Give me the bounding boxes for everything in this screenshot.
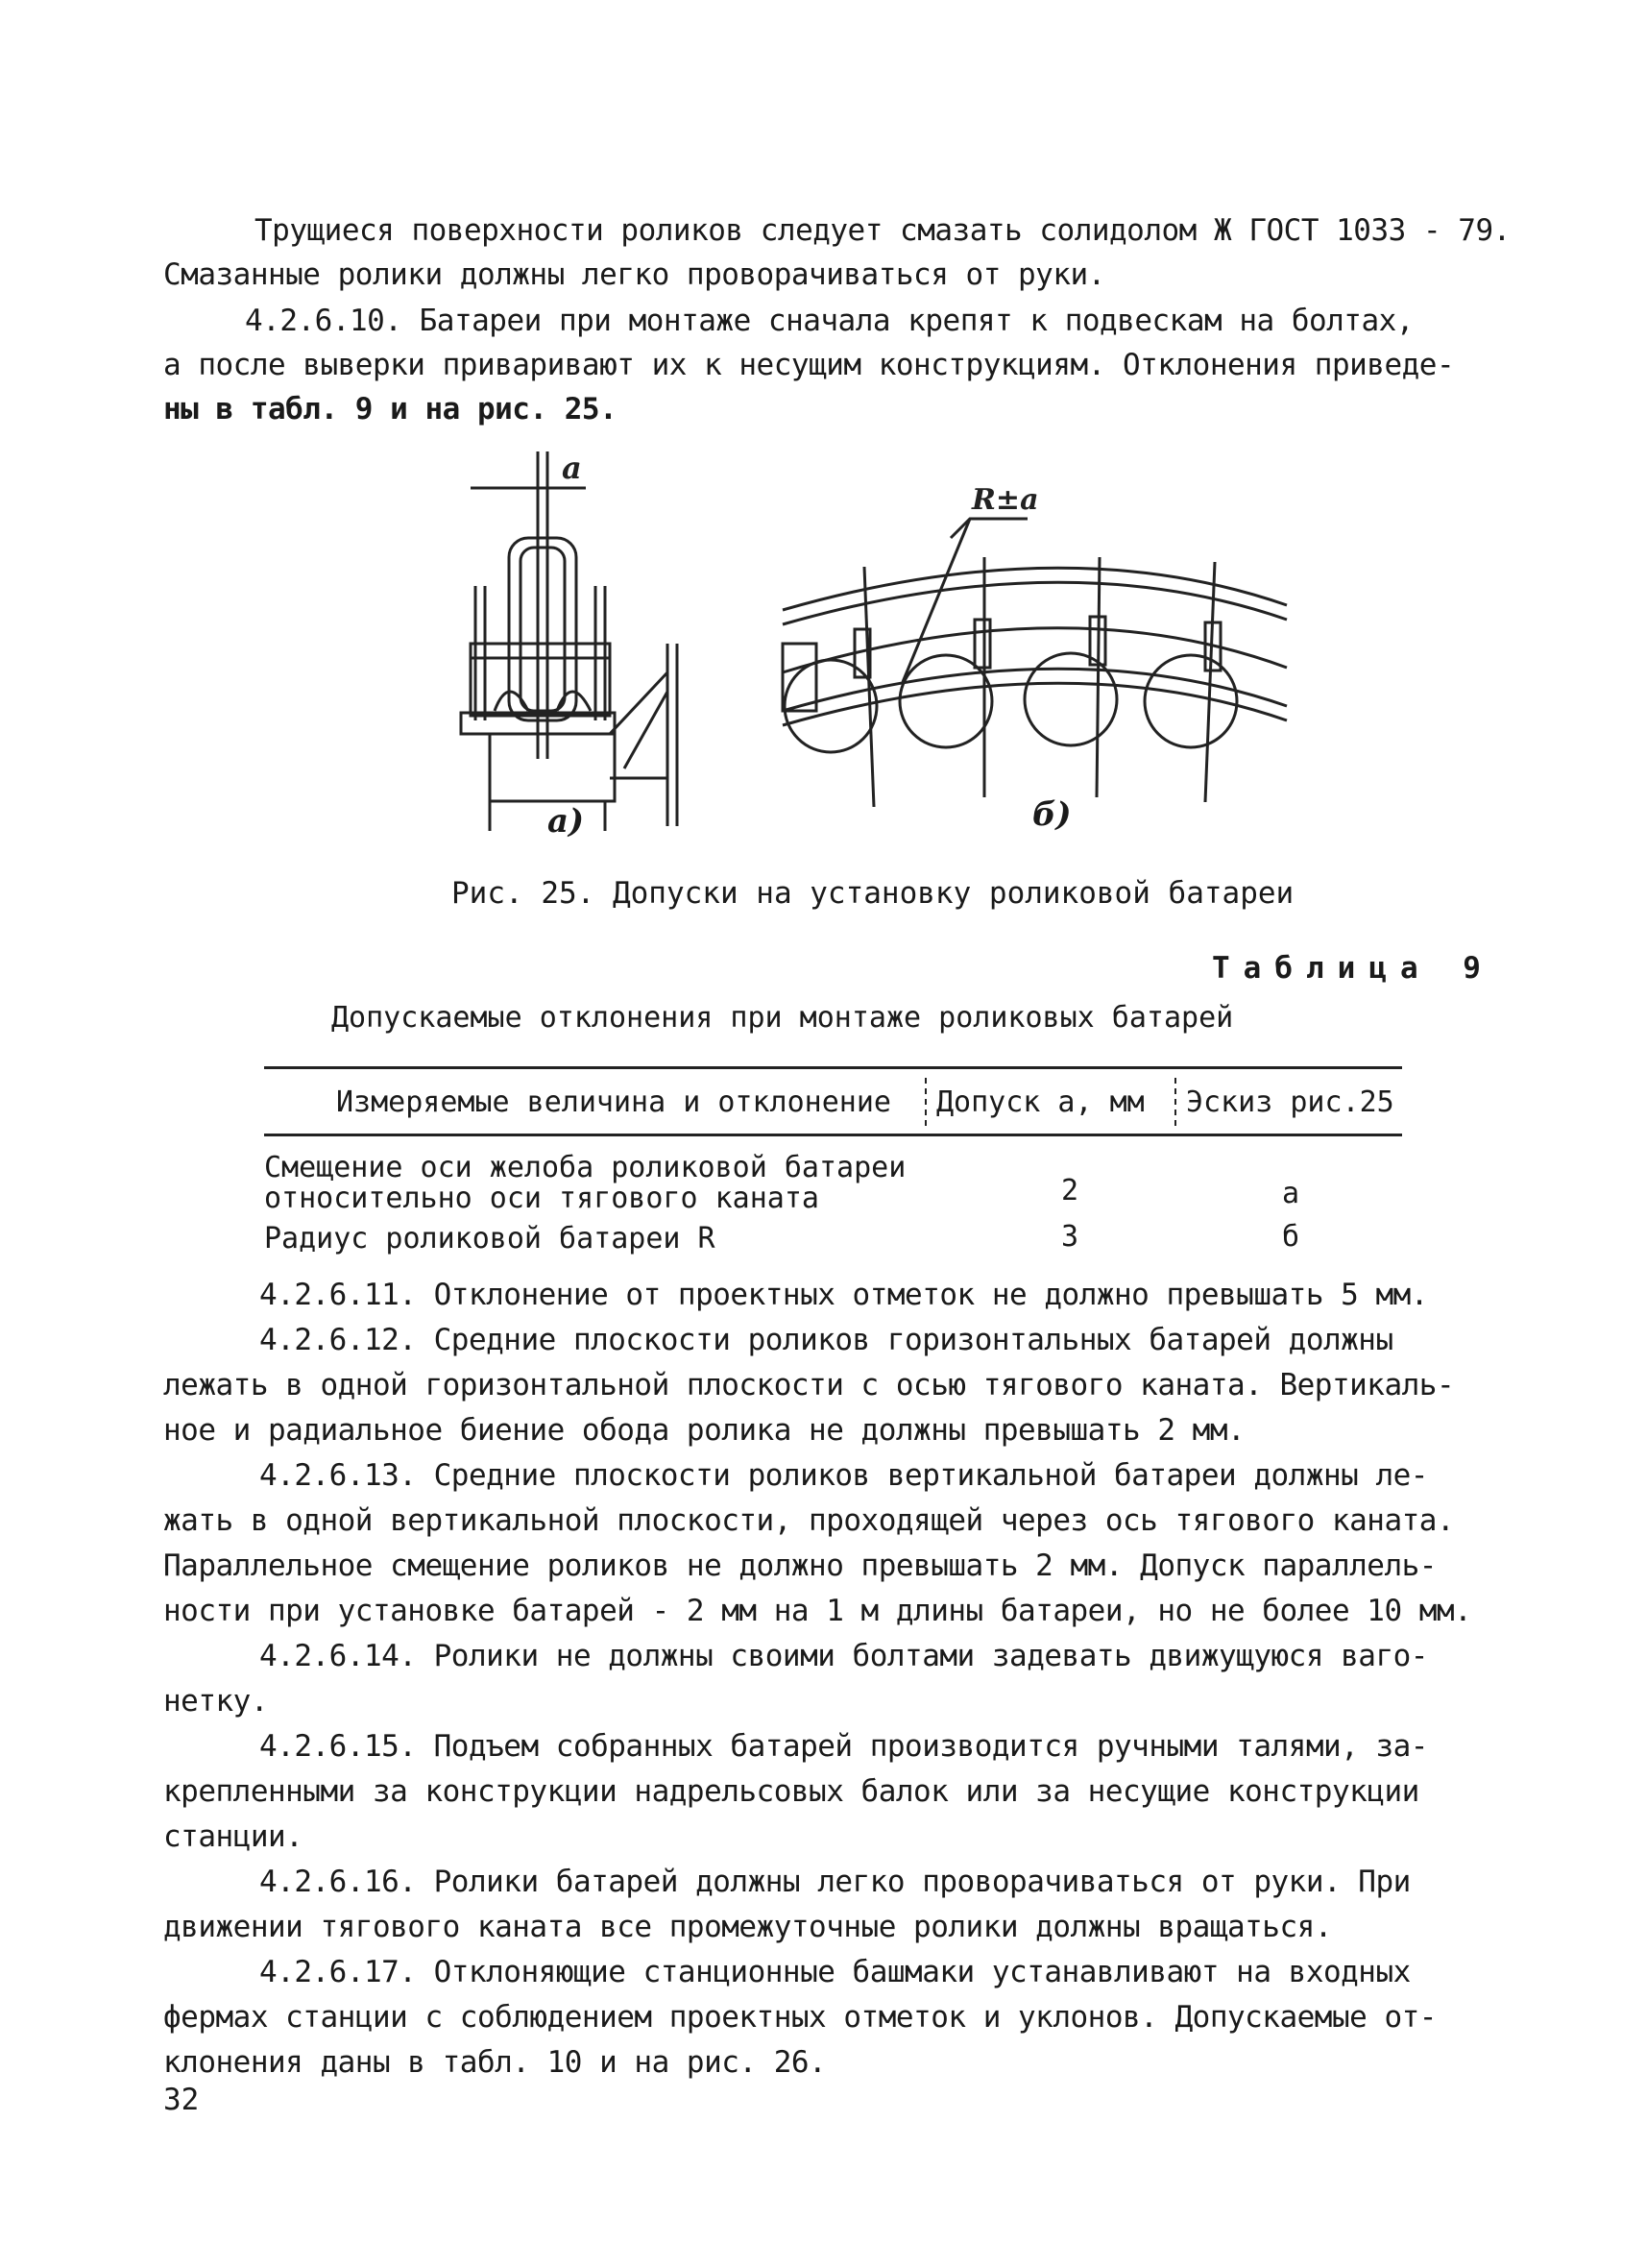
row-sketch: б [1282, 1220, 1300, 1254]
paragraph-line: 4.2.6.12. Средние плоскости роликов горизонтальных батарей должны [259, 1323, 1393, 1357]
paragraph-line: нетку. [163, 1684, 268, 1719]
table-subtitle: Допускаемые отклонения при монтаже роликовых батарей [331, 1001, 1234, 1035]
dim-label-r: R±a [972, 483, 1039, 517]
table-label: Таблица 9 [1212, 951, 1494, 986]
paragraph-line: Параллельное смещение роликов не должно превышать 2 мм. Допуск параллель- [163, 1549, 1437, 1583]
paragraph-line: Смазанные ролики должны легко проворачиваться от руки. [163, 257, 1105, 292]
paragraph-line: лежать в одной горизонтальной плоскости с осью тягового каната. Вертикаль- [163, 1368, 1455, 1402]
table-header-rule [264, 1134, 1402, 1136]
paragraph-line: 4.2.6.11. Отклонение от проектных отметок не должно превышать 5 мм. [259, 1278, 1428, 1312]
paragraph-line: 4.2.6.14. Ролики не должны своими болтами задевать движущуюся ваго- [259, 1639, 1428, 1673]
table-divider [1174, 1078, 1176, 1126]
figure-label-a: a) [547, 802, 585, 841]
paragraph-line: 4.2.6.17. Отклоняющие станционные башмаки устанавливают на входных [259, 1955, 1411, 1989]
row-desc: Смещение оси желоба роликовой батареи [264, 1151, 907, 1184]
paragraph-line: 4.2.6.15. Подъем собранных батарей производится ручными талями, за- [259, 1729, 1428, 1764]
paragraph-line: крепленными за конструкции надрельсовых балок или за несущие конструкции [163, 1774, 1419, 1809]
table-header-cell: Эскиз рис.25 [1186, 1085, 1394, 1119]
row-tolerance: 3 [1061, 1220, 1079, 1254]
paragraph-line: 4.2.6.10. Батареи при монтаже сначала крепят к подвескам на болтах, [245, 304, 1414, 338]
paragraph-line: ности при установке батарей - 2 мм на 1 м длины батареи, но не более 10 мм. [163, 1594, 1472, 1628]
paragraph-line: фермах станции с соблюдением проектных отметок и уклонов. Допускаемые от- [163, 2000, 1437, 2035]
figure-label-b: б) [1032, 795, 1072, 834]
figure-25 [451, 451, 1316, 855]
row-tolerance: 2 [1061, 1174, 1079, 1207]
paragraph-line: 4.2.6.16. Ролики батарей должны легко проворачиваться от руки. При [259, 1865, 1411, 1899]
paragraph-line: ны в табл. 9 и на рис. 25. [163, 392, 617, 427]
table-divider [925, 1078, 927, 1126]
paragraph-line: станции. [163, 1819, 303, 1854]
row-desc: Радиус роликовой батареи R [264, 1222, 715, 1256]
row-desc: относительно оси тягового каната [264, 1182, 819, 1215]
paragraph-line: 4.2.6.13. Средние плоскости роликов вертикальной батареи должны ле- [259, 1458, 1428, 1493]
paragraph-line: движении тягового каната все промежуточные ролики должны вращаться. [163, 1910, 1332, 1944]
table-header-cell: Допуск а, мм [936, 1085, 1145, 1119]
paragraph-line: клонения даны в табл. 10 и на рис. 26. [163, 2045, 827, 2080]
paragraph-line: а после выверки приваривают их к несущим конструкциям. Отклонения приведе- [163, 348, 1455, 382]
row-sketch: а [1282, 1177, 1300, 1210]
table-top-rule [264, 1066, 1402, 1069]
table-header-cell: Измеряемые величина и отклонение [336, 1085, 891, 1119]
figure-caption: Рис. 25. Допуски на установку роликовой батареи [451, 876, 1295, 911]
paragraph-line: жать в одной вертикальной плоскости, проходящей через ось тягового каната. [163, 1503, 1455, 1538]
dim-label-a: a [562, 451, 582, 486]
page-number: 32 [163, 2083, 200, 2117]
paragraph-line: Трущиеся поверхности роликов следует смазать солидолом Ж ГОСТ 1033 - 79. [254, 213, 1511, 248]
paragraph-line: ное и радиальное биение обода ролика не должны превышать 2 мм. [163, 1413, 1246, 1448]
